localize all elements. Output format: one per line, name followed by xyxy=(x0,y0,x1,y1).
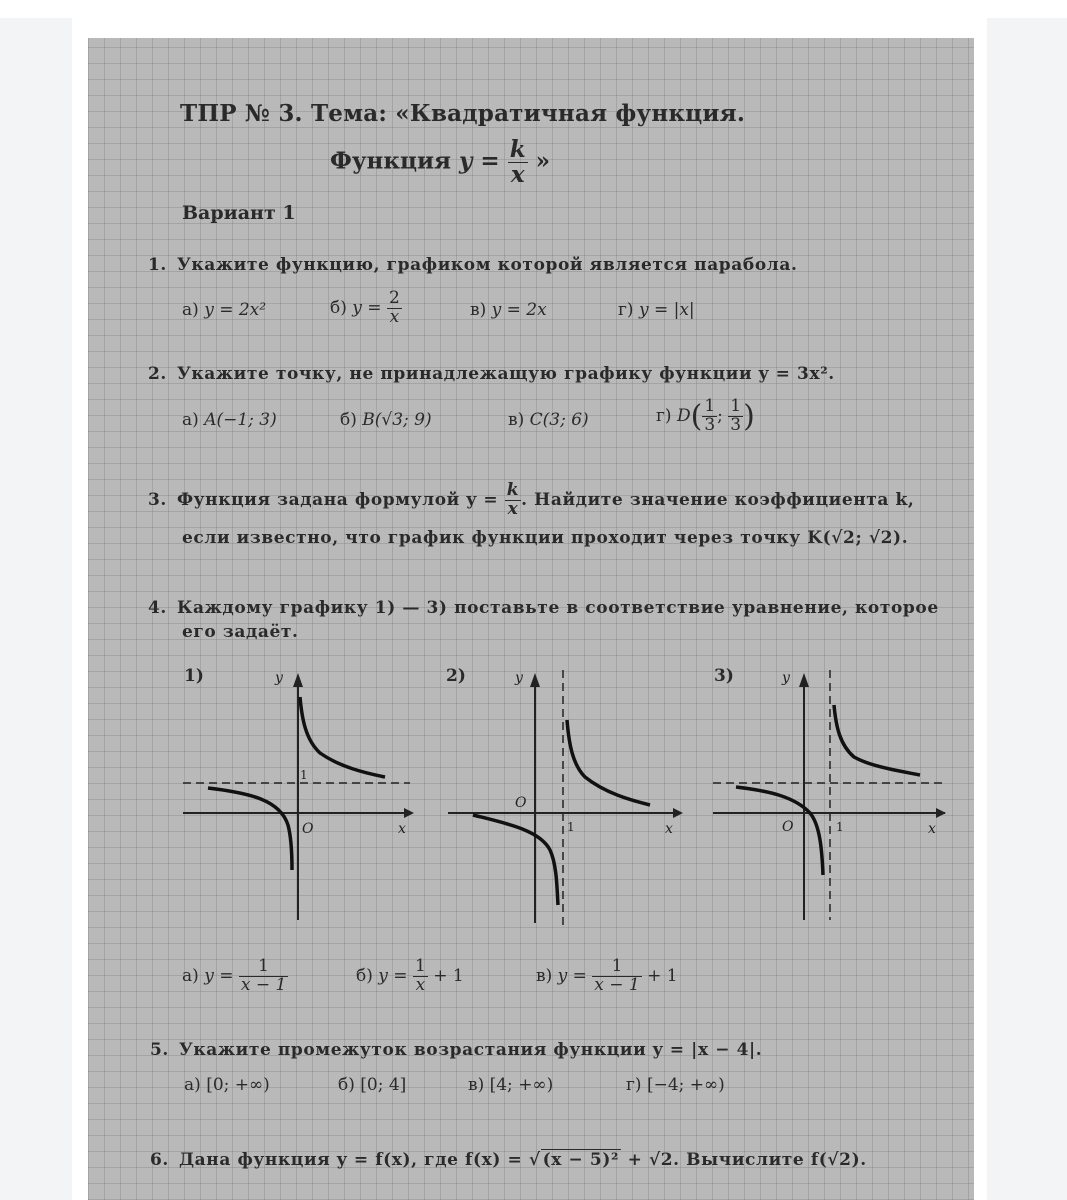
question-number: 3. xyxy=(148,489,167,510)
answer-expr: y = xyxy=(378,965,408,986)
answer-label: в) xyxy=(470,300,487,320)
q4-answer-a xyxy=(182,958,288,995)
q2-answer-c xyxy=(508,410,589,430)
answer-label: в) xyxy=(536,965,553,986)
answer-expr: [4; +∞) xyxy=(489,1075,554,1095)
x-axis-arrow xyxy=(673,808,683,818)
graph-2 xyxy=(445,665,685,930)
question-text-cont: . Найдите значение коэффициента k, xyxy=(521,489,915,510)
answer-expr: y = xyxy=(352,297,382,318)
origin-label: O xyxy=(515,795,527,811)
viewer-top-bar xyxy=(0,0,1067,18)
question-number: 4. xyxy=(148,598,167,618)
q1-answer-d xyxy=(618,300,695,320)
question-3 xyxy=(148,482,948,519)
question-2 xyxy=(148,364,835,384)
frac-den: 3 xyxy=(730,414,742,435)
branch-right xyxy=(300,697,385,777)
frac-num: 1 xyxy=(704,396,716,416)
y-label: y xyxy=(515,670,523,686)
question-3-line2: если известно, что график функции проходит через точку K(√2; √2). xyxy=(182,528,909,548)
answer-expr: [0; +∞) xyxy=(206,1075,270,1095)
question-text: Дана функция y = f(x), где f(x) = xyxy=(178,1150,523,1170)
branch-left xyxy=(736,787,823,875)
paren-open: ( xyxy=(690,398,703,434)
answer-expr: y = xyxy=(204,965,234,986)
answer-expr: D xyxy=(676,405,691,426)
q5-answer-a xyxy=(184,1075,270,1095)
x-axis-arrow xyxy=(404,808,414,818)
frac-num: 1 xyxy=(239,958,288,977)
answer-expr: y = 2x² xyxy=(204,300,267,320)
answer-expr: [0; 4] xyxy=(360,1075,407,1095)
frac-num: 1 xyxy=(414,956,426,976)
y-axis-arrow xyxy=(293,673,303,687)
title-frac-den: x xyxy=(510,161,525,189)
frac-den: x − 1 xyxy=(240,974,287,995)
question-number: 6. xyxy=(150,1150,169,1170)
x-label: x xyxy=(928,821,936,837)
answer-label: б) xyxy=(330,297,347,318)
graph-2-label: 2) xyxy=(446,666,466,686)
origin-label: O xyxy=(782,819,794,835)
question-1 xyxy=(148,255,798,275)
q4-answer-c xyxy=(536,958,678,995)
question-4 xyxy=(148,598,939,618)
answer-expr: B(√3; 9) xyxy=(362,410,432,430)
answer-label: а) xyxy=(182,410,199,430)
y-label: y xyxy=(275,670,283,686)
answer-expr: A(−1; 3) xyxy=(204,410,277,430)
answer-fraction xyxy=(239,958,288,995)
page-title: ТПР № 3. Тема: «Квадратичная функция. xyxy=(180,100,746,127)
x-axis-arrow xyxy=(936,808,946,818)
frac-num: 2 xyxy=(388,288,400,308)
frac-2 xyxy=(728,398,743,435)
y-axis-arrow xyxy=(799,673,809,687)
answer-label: а) xyxy=(182,300,199,320)
answer-label: а) xyxy=(184,1075,201,1095)
answer-label: б) xyxy=(356,965,373,986)
answer-expr: C(3; 6) xyxy=(529,410,589,430)
question-4-line2: его задаёт. xyxy=(182,622,299,642)
question-6: 6. Дана функция y = f(x), где f(x) = √ (x − 5)² + √2. Вычислите f(√2). xyxy=(150,1150,867,1170)
question-text-cont: + √2. Вычислите f(√2). xyxy=(627,1150,867,1170)
graph-3-label: 3) xyxy=(714,666,734,686)
origin-label: O xyxy=(302,821,314,837)
answer-label: в) xyxy=(508,410,525,430)
answer-label: г) xyxy=(656,405,672,426)
frac-den: x xyxy=(415,974,426,995)
answer-tail: + 1 xyxy=(647,965,678,986)
frac-den: x − 1 xyxy=(594,974,640,995)
x-label: x xyxy=(665,821,673,837)
title-close: » xyxy=(535,147,551,175)
q1-answer-a xyxy=(182,300,266,320)
graph-1-label: 1) xyxy=(184,666,204,686)
branch-left xyxy=(208,788,292,870)
q5-answer-b xyxy=(338,1075,406,1095)
answer-expr: y = |x| xyxy=(638,300,695,320)
question-number: 2. xyxy=(148,364,167,384)
q2-answer-d: г) D( $\frac{1}{3}$ ; $\frac{1}{3}$ ) xyxy=(656,396,755,435)
title-prefix: Функция xyxy=(330,147,452,175)
answer-expr: y = 2x xyxy=(491,300,547,320)
q3-fraction xyxy=(505,482,521,519)
answer-fraction xyxy=(592,958,641,995)
frac-den: x xyxy=(507,498,519,519)
q2-answer-b xyxy=(340,410,432,430)
frac-den: x xyxy=(389,306,400,327)
answer-label: г) xyxy=(626,1075,642,1095)
one-label: 1 xyxy=(836,820,844,834)
question-text: Укажите точку, не принадлежащую графику функции y = 3x². xyxy=(176,364,835,384)
question-text: Укажите промежуток возрастания функции y = |x − 4|. xyxy=(178,1040,763,1060)
one-label: 1 xyxy=(567,820,575,834)
frac-1 xyxy=(702,398,717,435)
answer-label: в) xyxy=(468,1075,485,1095)
answer-expr: y = xyxy=(557,965,587,986)
q4-answer-b xyxy=(356,958,464,995)
graph-1 xyxy=(180,665,415,925)
branch-right xyxy=(567,720,650,805)
answer-fraction xyxy=(413,958,428,995)
frac-num: k xyxy=(506,480,520,500)
question-text: Функция задана формулой y = xyxy=(176,489,499,510)
question-number: 5. xyxy=(150,1040,169,1060)
question-text: Каждому графику 1) — 3) поставьте в соответствие уравнение, которое xyxy=(176,598,939,618)
answer-label: б) xyxy=(338,1075,355,1095)
page-title-line2 xyxy=(330,138,550,187)
q5-answer-c xyxy=(468,1075,553,1095)
question-number: 1. xyxy=(148,255,167,275)
sqrt-body: (x − 5)² xyxy=(542,1150,620,1170)
answer-label: б) xyxy=(340,410,357,430)
graph-3 xyxy=(710,665,950,925)
y-axis-arrow xyxy=(530,673,540,687)
branch-left xyxy=(473,815,558,905)
x-label: x xyxy=(398,821,406,837)
question-5 xyxy=(150,1040,762,1060)
variant-heading: Вариант 1 xyxy=(182,202,296,224)
answer-fraction xyxy=(387,290,402,327)
y-label: y xyxy=(782,670,790,686)
one-label: 1 xyxy=(300,768,308,782)
branch-right xyxy=(834,705,920,775)
frac-num: 1 xyxy=(592,958,641,977)
paren-close: ) xyxy=(743,398,755,434)
frac-num: 1 xyxy=(730,396,742,416)
q2-answer-a xyxy=(182,410,277,430)
answer-expr: [−4; +∞) xyxy=(646,1075,725,1095)
q1-answer-c xyxy=(470,300,547,320)
answer-tail: + 1 xyxy=(433,965,464,986)
q5-answer-d xyxy=(626,1075,725,1095)
title-frac-num: k xyxy=(509,136,526,163)
title-fraction xyxy=(508,138,528,187)
title-func: y = xyxy=(459,147,500,175)
question-text: Укажите функцию, графиком которой является парабола. xyxy=(176,255,798,275)
q1-answer-b xyxy=(330,290,402,327)
answer-label: а) xyxy=(182,965,199,986)
answer-label: г) xyxy=(618,300,634,320)
frac-den: 3 xyxy=(704,414,716,435)
